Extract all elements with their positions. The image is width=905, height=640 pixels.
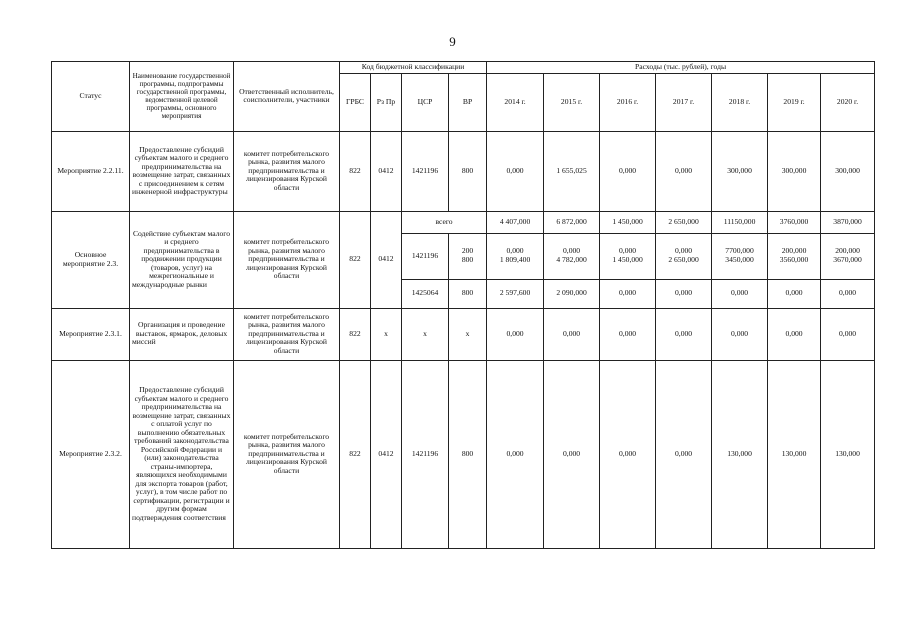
row-value: 1 655,025 (544, 131, 600, 211)
row-value: 0,000 (656, 279, 712, 308)
row-executor: комитет потребительского рынка, развития малого предпринимательства и лицензирования Курской области (234, 131, 340, 211)
row-value: 0,000 (600, 308, 656, 360)
row-csr: 1421196 (402, 233, 449, 279)
row-value: 0,000 (600, 279, 656, 308)
row-value: 0,000 (768, 279, 821, 308)
row-total-value: 3760,000 (768, 211, 821, 233)
row-value (487, 233, 544, 279)
header-year: 2015 г. (544, 73, 600, 131)
row-value: 0,000 (768, 308, 821, 360)
row-value-line: 200,000 (835, 246, 860, 256)
row-executor: комитет потребительского рынка, развития малого предпринимательства и лицензирования Курской области (234, 360, 340, 548)
table-row (52, 131, 875, 211)
header-vr: ВР (449, 73, 487, 131)
row-total-label: всего (402, 211, 487, 233)
row-value: 0,000 (544, 308, 600, 360)
row-status: Мероприятие 2.2.11. (52, 131, 130, 211)
row-value-line: 0,000 (619, 246, 637, 256)
header-rzpr: Рз Пр (371, 73, 402, 131)
row-csr: 1421196 (402, 131, 449, 211)
header-year: 2014 г. (487, 73, 544, 131)
header-year: 2019 г. (768, 73, 821, 131)
row-rzpr: 0412 (371, 131, 402, 211)
row-value-line: 3670,000 (833, 255, 862, 264)
row-total-value: 11150,000 (712, 211, 768, 233)
row-rzpr: х (371, 308, 402, 360)
row-value: 0,000 (544, 360, 600, 548)
row-vr-line: 200 (461, 246, 474, 256)
row-total-value: 4 407,000 (487, 211, 544, 233)
row-csr: 1421196 (402, 360, 449, 548)
row-status: Основное мероприятие 2.3. (52, 211, 130, 308)
row-value: 0,000 (600, 360, 656, 548)
row-value: 300,000 (768, 131, 821, 211)
row-vr: 800 (449, 131, 487, 211)
row-value-line: 0,000 (675, 246, 693, 256)
row-status: Мероприятие 2.3.2. (52, 360, 130, 548)
row-vr: 800 (449, 360, 487, 548)
row-value-line: 4 782,000 (556, 255, 587, 264)
header-year: 2018 г. (712, 73, 768, 131)
row-total-value: 6 872,000 (544, 211, 600, 233)
row-value-line: 0,000 (506, 246, 524, 256)
row-value: 0,000 (656, 360, 712, 548)
row-value: 0,000 (712, 279, 768, 308)
row-grbs: 822 (340, 308, 371, 360)
row-name: Содействие субъектам малого и среднего предпринимательства в продвижении продукции (товаров, услуг) на межрегиональные и международные рынки (130, 211, 234, 308)
header-budget-code: Код бюджетной классификации (340, 62, 487, 74)
header-year: 2017 г. (656, 73, 712, 131)
table-row (52, 211, 875, 233)
row-name: Организация и проведение выставок, ярмарок, деловых миссий (130, 308, 234, 360)
table-row (52, 360, 875, 548)
row-value: 2 597,600 (487, 279, 544, 308)
row-value: 0,000 (656, 308, 712, 360)
row-value (544, 233, 600, 279)
row-value-line: 1 809,400 (499, 255, 531, 264)
row-value: 0,000 (487, 308, 544, 360)
row-rzpr: 0412 (371, 211, 402, 308)
header-grbs: ГРБС (340, 73, 371, 131)
row-value: 0,000 (656, 131, 712, 211)
row-value-line: 2 650,000 (668, 255, 699, 264)
row-value: 0,000 (600, 131, 656, 211)
header-expenses: Расходы (тыс. рублей), годы (487, 62, 875, 74)
row-value-line: 1 450,000 (612, 255, 643, 264)
row-value: 2 090,000 (544, 279, 600, 308)
header-year: 2016 г. (600, 73, 656, 131)
row-csr: 1425064 (402, 279, 449, 308)
header-executor: Ответственный исполнитель, соисполнители, участники (234, 62, 340, 132)
row-value: 0,000 (712, 308, 768, 360)
row-value: 0,000 (821, 279, 875, 308)
row-grbs: 822 (340, 211, 371, 308)
row-value (600, 233, 656, 279)
row-vr: х (449, 308, 487, 360)
row-value-line: 3560,000 (779, 255, 809, 264)
row-csr: х (402, 308, 449, 360)
row-value-line: 3450,000 (725, 255, 754, 264)
row-name: Предоставление субсидий субъектам малого и среднего предпринимательства на возмещение затрат, связанных с оплатой услуг по выполнению обязательных требований законодательства Российской Федерации и (или) законодательства страны-импортера, являющихся необходимыми для экспорта товаров (работ, услуг), в том числе работ по сертификации, регистрации и другим формам подтверждения соответствия (130, 360, 234, 548)
row-vr (449, 233, 487, 279)
row-total-value: 2 650,000 (656, 211, 712, 233)
row-value-line: 0,000 (563, 246, 581, 256)
row-value: 0,000 (487, 360, 544, 548)
row-vr-line: 800 (461, 255, 474, 264)
header-name: Наименование государственной программы, подпрограммы государственной программы, ведомственной целевой программы, основного мероприятия (130, 62, 234, 132)
row-value-line: 7700,000 (725, 246, 754, 256)
row-value-line: 200,000 (781, 246, 807, 256)
row-executor: комитет потребительского рынка, развития малого предпринимательства и лицензирования Курской области (234, 308, 340, 360)
row-executor: комитет потребительского рынка, развития малого предпринимательства и лицензирования Курской области (234, 211, 340, 308)
row-value: 0,000 (821, 308, 875, 360)
row-value: 130,000 (768, 360, 821, 548)
row-total-value: 1 450,000 (600, 211, 656, 233)
row-value: 130,000 (712, 360, 768, 548)
row-status: Мероприятие 2.3.1. (52, 308, 130, 360)
row-vr: 800 (449, 279, 487, 308)
row-grbs: 822 (340, 131, 371, 211)
row-rzpr: 0412 (371, 360, 402, 548)
row-value: 130,000 (821, 360, 875, 548)
header-year: 2020 г. (821, 73, 875, 131)
header-status: Статус (52, 62, 130, 132)
row-total-value: 3870,000 (821, 211, 875, 233)
row-value (821, 233, 875, 279)
row-value (768, 233, 821, 279)
page-number: 9 (449, 34, 456, 49)
row-value: 0,000 (487, 131, 544, 211)
row-value: 300,000 (712, 131, 768, 211)
table-row (52, 308, 875, 360)
budget-table (51, 61, 875, 549)
row-value: 300,000 (821, 131, 875, 211)
row-name: Предоставление субсидий субъектам малого и среднего предпринимательства на возмещение затрат, связанных с присоединением к сетям инженерной инфраструктуры (130, 131, 234, 211)
row-value (656, 233, 712, 279)
row-grbs: 822 (340, 360, 371, 548)
header-csr: ЦСР (402, 73, 449, 131)
row-value (712, 233, 768, 279)
